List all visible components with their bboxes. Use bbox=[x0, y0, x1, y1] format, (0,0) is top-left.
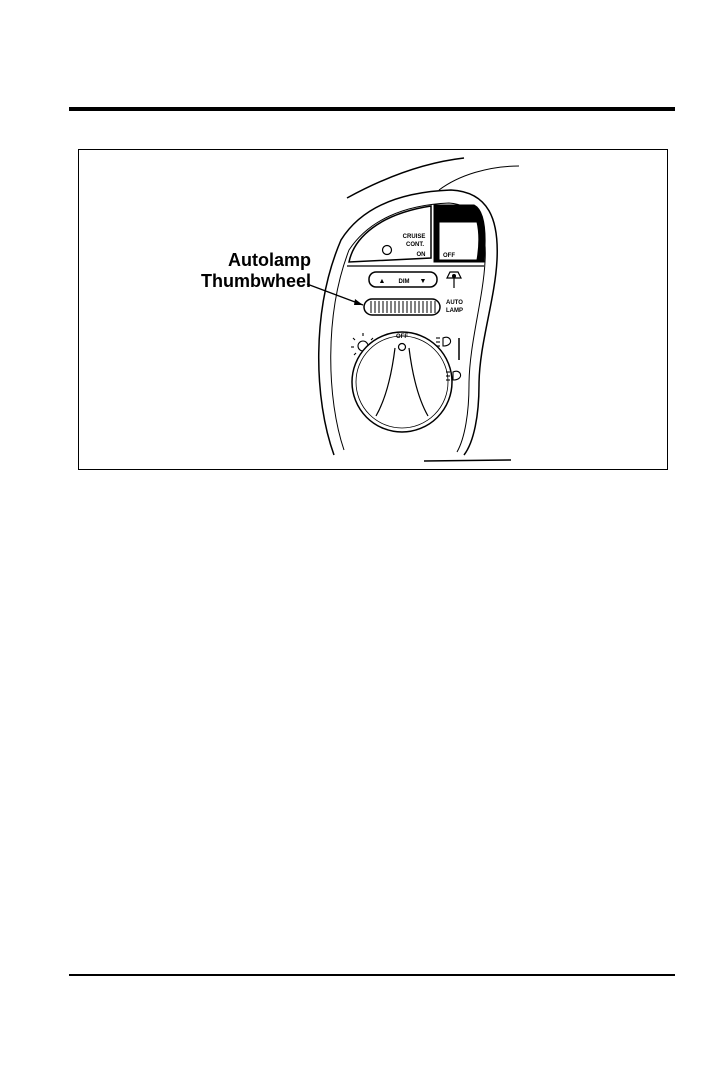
callout-line-2: Thumbwheel bbox=[200, 271, 311, 291]
headlamp-control-figure bbox=[78, 149, 668, 470]
knob-off-label: OFF bbox=[396, 334, 408, 340]
dim-down-arrow: ▼ bbox=[419, 278, 427, 285]
callout-line-1: Autolamp bbox=[228, 250, 311, 270]
bottom-rule bbox=[69, 974, 675, 976]
callout-arrowhead bbox=[354, 299, 363, 305]
cont-label: CONT. bbox=[406, 242, 424, 248]
top-rule bbox=[69, 107, 675, 111]
lamp-label: LAMP bbox=[446, 308, 463, 314]
headlamp-high-icon bbox=[436, 337, 451, 346]
off-button-label: OFF bbox=[443, 253, 455, 259]
dashboard-inner-curve bbox=[439, 166, 519, 190]
dim-label: DIM bbox=[398, 279, 410, 285]
cruise-label: CRUISE bbox=[402, 234, 426, 240]
dashboard-outline bbox=[347, 158, 464, 198]
headlamp-panel-illustration bbox=[79, 150, 668, 470]
autolamp-thumbwheel-callout bbox=[201, 250, 311, 292]
dim-up-arrow: ▲ bbox=[378, 278, 386, 285]
panel-bottom-line bbox=[424, 460, 511, 461]
interior-lamp-icon bbox=[447, 272, 461, 288]
auto-label: AUTO bbox=[446, 300, 463, 306]
knob-position-indicator bbox=[399, 344, 406, 351]
on-label: ON bbox=[416, 252, 426, 258]
